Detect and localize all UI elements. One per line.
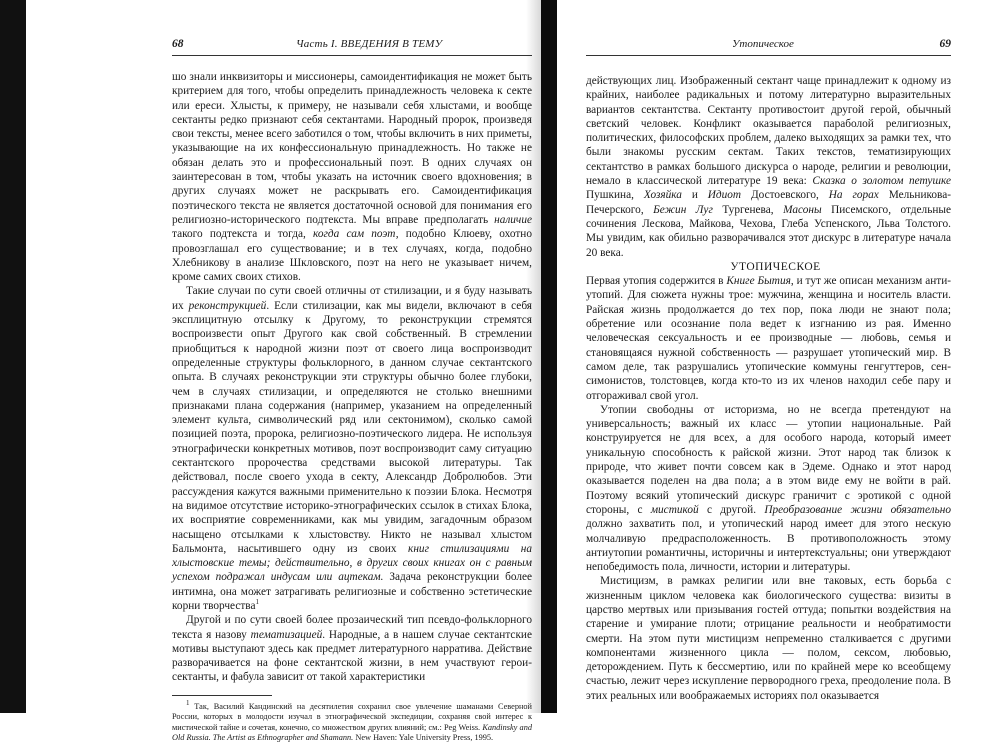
paragraph: Первая утопия содержится в Книге Бытия, и тут же описан механизм анти-утопий. Для сюжета нужны трое: мужчина, женщина и носитель власти. Райская жизнь продолжается до тех пор, пока люди не знают пола; обретение или осознание пола ведет к изгнанию из рая. Именно человеческая сексуальность и ее производные — любовь, семья и становящаяся нужной собственность — разрушает утопический мир. В самом деле, так разрушались утопические коммуны генгуттеров, сен-симонистов, толстовцев, когда кто-то из их членов находил себе пару и отгораживал свой угол.	[586, 275, 951, 402]
paragraph: Такие случаи по сути своей отличны от стилизации, и я буду называть их реконструкцией. Если стилизации, как мы видели, включают в себя эксплицитную отсылку к Другому, то реконструкции стремятся воспроизвести опыт Другого как свой собственный. В стремлении приобщиться к народной жизни поэт от своего лица воспроизводит определенные структуры фольклорного, в данном случае сектантского опыта. В случаях реконструкции эти структуры обычно более глубоки, чем в случаях стилизации, и определяются не столько внешними признаками плана содержания (например, указанием на определенный элемент культа, символический ряд или сектонимом), сколько самой позицией поэта, пророка, религиозно-поэтического лидера. Не используя этнографически конкретных мотивов, поэт воспроизводит саму ситуацию сектантского пророчества средствами высокой литературы. Так действовал, после своего ухода в секту, Александр Добролюбов. Эти рассуждения кажутся важными применительно к поэзии Блока. Несмотря на видимое отсутствие историко-этнографических ссылок в стихах Блока, их восприятие современниками, как мы увидим, загадочным образом насыщено отсылками к хлыстовству. Никто не называл хлыстом Бальмонта, насытившего одну из своих книг стилизациями на хлыстовские темы; действительно, в других своих книгах он с равным успехом подражал индусам или ацтекам. Задача реконструкции более интимна, она может затрагивать религиозные и собственно эстетические корни творчества$^1$	[172, 285, 533, 612]
right-page	[586, 0, 951, 713]
right-page-header	[586, 38, 951, 54]
right-page-body	[586, 74, 951, 703]
paragraph: Мистицизм, в рамках религии или вне таковых, есть борьба с жизненным циклом человека как биологического существа: визиты в царство мертвых или призывания гостей оттуда; попытки воздействия на старение и умирание плоти; отрицание реальности и необратимости смерти. На этом пути мистицизм непременно сталкивается с другими компонентами жизненного цикла — полом, сексом, любовью, деторождением. Путь к бессмертию, или по крайней мере ко всеобщему счастью, лежит через искупление первородного греха, преодоление пола. В этих реальных или воображаемых историях пол оказывается	[586, 575, 951, 702]
paragraph: Утопии свободны от историзма, но не всегда претендуют на универсальность; важный их класс — утопии национальные. Рай конструируется не для всех, а для особого народа, который имеет уникальную способность к райской жизни. Этот народ так близок к природе, что живет почти совсем как в Эдеме. Однако и этот народ оказывается поделен на два пола; а в этом виде ему не войти в рай. Поэтому всякий утопический дискурс граничит с эротикой с одной стороны, с мистикой с другой. Преобразование жизни обязательно должно захватить пол, и утопический народ имеет для этого нескую молчаливую предрасположенность. В противоположность этому антиутопии романтичны, историчны и интертекстуальны; они утверждают непобедимость пола, личности, истории и литературы.	[586, 403, 951, 574]
left-page-header	[172, 38, 532, 54]
page-number: 68	[172, 38, 184, 50]
footnote-ref: 1	[255, 598, 259, 607]
paragraph: Другой и по сути своей более прозаический тип псевдо-фольклорного текста я назову тематизацией. Народные, а в нашем случае сектантские мотивы выступают здесь как предмет литературного нарратива. Действие разворачивается на фоне сектантской жизни, в нем участвуют герои-сектанты, и фабула зависит от такой характеристики	[172, 614, 532, 684]
footnote-rule	[172, 695, 272, 696]
paragraph: шо знали инквизиторы и миссионеры, самоидентификация не может быть критерием для того, чтобы определить принадлежность человека к секте или ереси. Хлысты, к примеру, не называли себя хлыстами, и вообще сектанты редко признают себя сектантами. Народный пророк, произведя свои тексты, менее всего заботился о том, чтобы включить в них приметы, указывающие на их конфессиональную принадлежность. Но также не обязан делать это и профессиональный поэт. В одних случаях он заинтересован в том, чтобы указать на источник своего вдохновения; в других случаях может не раскрывать его. Самоидентификация поэтического текста не является достаточной основой для понимания его религиозно-исторического подтекста. Мы вправе предполагать наличие такого подтекста и тогда, когда сам поэт, подобно Клюеву, охотно провозглашал его существование; и в тех случаях, когда, подобно Хлебникову в анализе Шкловского, поэт на него не указывает ничем, кроме самих своих стихов.	[172, 71, 532, 284]
left-page	[172, 0, 533, 743]
running-head: Утопическое	[732, 38, 794, 50]
running-head: Часть I. ВВЕДЕНИЯ В ТЕМУ	[296, 38, 443, 50]
header-rule	[172, 55, 532, 56]
footnote: $^1$ Так, Василий Кандинский на десятилетия сохранил свое увлечение шаманами Северной России, которых в молодости изучал в этнографической экспедиции, сохраняя свой интерес к мистической тайне и сочетая, конечно, со множеством других влияний; см.: Peg Weiss. Kandinsky and Old Russia. The Artist as Ethnographer and Shamann. New Haven: Yale University Press, 1995.	[172, 699, 533, 743]
page-number: 69	[939, 38, 951, 50]
header-rule	[586, 55, 951, 56]
paragraph: действующих лиц. Изображенный сектант чаще принадлежит к одному из крайних, наиболее радикальных и потому литературно выразительных вариантов сектантства. Сектанту противостоит другой герой, обычный светский человек. Конфликт оказывается параболой религиозных, политических, философских проблем, далеко выходящих за рамки тех, что были знакомы русским сектам. Таких текстов, тематизирующих сектантство в рамках большого дискурса о народе, религии и революции, немало в классической литературе 19 века: Сказка о золотом петушке Пушкина, Хозяйка и Идиот Достоевского, На горах Мельникова-Печерского, Бежин Луг Тургенева, Масоны Писемского, отдельные сочинения Лескова, Майкова, Чехова, Глеба Успенского, Льва Толстого. Мы увидим, как обильно разворачивался этот дискурс в литературе начала 20 века.	[586, 75, 952, 259]
left-page-body	[172, 70, 532, 744]
section-title: УТОПИЧЕСКОЕ	[730, 260, 821, 273]
book-gutter	[541, 0, 557, 713]
scan-dark-edge	[0, 0, 26, 713]
